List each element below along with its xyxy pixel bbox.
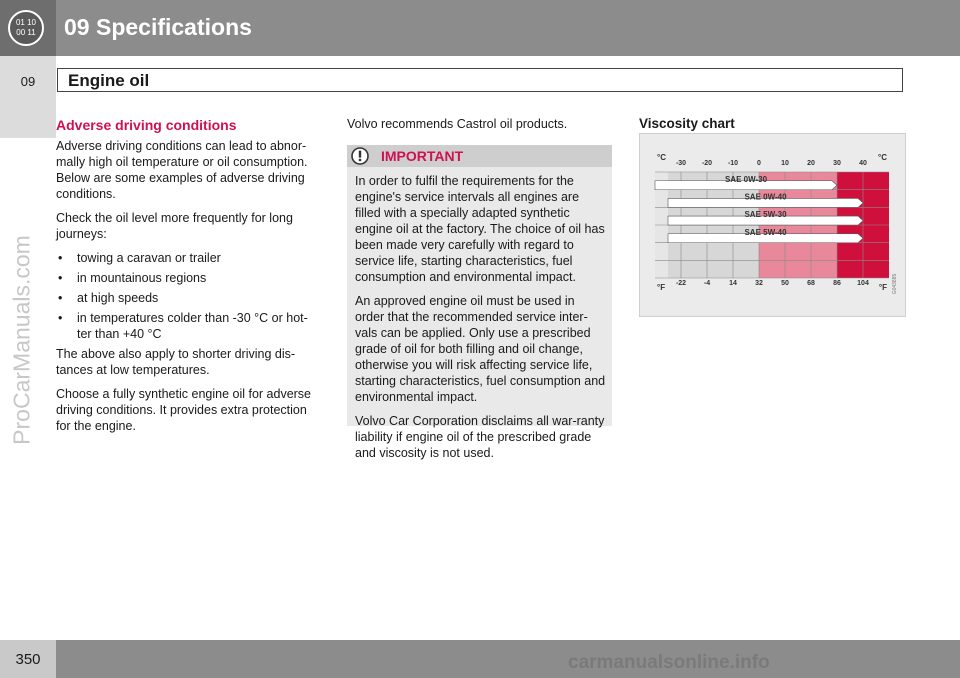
fahrenheit-tick-label: 104 — [857, 280, 869, 287]
fahrenheit-tick-label: 14 — [729, 280, 737, 287]
fahrenheit-tick-label: -22 — [675, 280, 687, 287]
figure-code: G043885 — [892, 273, 898, 295]
celsius-tick-label: 10 — [781, 160, 789, 167]
celsius-unit-label: °C — [657, 153, 666, 162]
section-title: Engine oil — [68, 71, 150, 90]
important-paragraph: An approved engine oil must be used in order that the recommended service inter-vals can be applied. Only use a prescribed grade of oil for both filling and oil change, otherwise you will risk affecting service life, starting characteristics, fuel consumption and environmental impact. — [355, 294, 606, 404]
page-number: 350 — [15, 651, 41, 668]
important-paragraph: Volvo Car Corporation disclaims all war-ranty liability if engine oil of the prescribed grade and viscosity is not used. — [355, 414, 605, 460]
binary-disc-icon — [7, 9, 45, 47]
fahrenheit-unit-label: °F — [657, 283, 666, 292]
grade-label: SAE 5W-40 — [744, 227, 787, 237]
celsius-unit-label: °C — [878, 153, 887, 162]
chapter-icon-line1: 01 10 — [15, 18, 37, 27]
fahrenheit-tick-label: 86 — [833, 280, 841, 287]
celsius-tick-label: -10 — [727, 160, 739, 167]
celsius-tick-label: -20 — [701, 160, 713, 167]
adverse-conditions-column — [56, 116, 322, 442]
important-paragraph: In order to fulfil the requirements for the engine's service intervals all engines are filled with a specially adapted synthetic engine oil at the factory. The choice of oil has been made very carefully with regard to service life, starting characteristics, fuel consumption and environmental impact. — [355, 174, 605, 284]
adverse-intro: Adverse driving conditions can lead to abnor-mally high oil temperature or oil consumption. Below are some examples of adverse driving conditions. — [56, 139, 308, 201]
grade-label: SAE 0W-30 — [724, 174, 768, 184]
celsius-tick-label: -30 — [675, 160, 687, 167]
celsius-tick-label: 40 — [859, 160, 867, 167]
list-item: • in mountainous regions — [56, 270, 322, 286]
chapter-icon-line2: 00 11 — [16, 28, 36, 37]
list-item: • towing a caravan or trailer — [56, 250, 322, 266]
celsius-tick-label: 0 — [757, 160, 761, 167]
exclamation-icon — [351, 147, 369, 165]
side-watermark: ProCarManuals.com — [8, 235, 35, 445]
important-body — [355, 173, 607, 469]
side-chapter-number: 09 — [20, 74, 36, 89]
chapter-tab — [0, 0, 56, 56]
important-label: IMPORTANT — [381, 148, 464, 164]
footer-bar — [0, 640, 960, 678]
important-header — [347, 145, 612, 167]
side-chapter-tab — [0, 56, 56, 138]
recommendation-text: Volvo recommends Castrol oil products. — [347, 117, 568, 131]
celsius-tick-label: 30 — [833, 160, 841, 167]
viscosity-chart — [640, 134, 905, 316]
chapter-title: 09 Specifications — [64, 14, 252, 40]
bottom-watermark: carmanualsonline.info — [568, 652, 770, 673]
celsius-tick-label: 20 — [807, 160, 815, 167]
check-oil-text: Check the oil level more frequently for long journeys: — [56, 211, 293, 241]
list-item: • in temperatures colder than -30 °C or hot-ter than +40 °C — [56, 310, 322, 342]
conditions-list — [56, 250, 322, 342]
fahrenheit-tick-label: 32 — [755, 280, 763, 287]
fahrenheit-tick-label: 50 — [781, 280, 789, 287]
grade-label: SAE 0W-40 — [744, 192, 787, 202]
list-item: • at high speeds — [56, 290, 322, 306]
adverse-conditions-heading: Adverse driving conditions — [56, 117, 237, 133]
fahrenheit-tick-label: 68 — [807, 280, 815, 287]
fahrenheit-unit-label: °F — [878, 283, 887, 292]
fahrenheit-tick-label: -4 — [703, 280, 711, 287]
grade-label: SAE 5W-30 — [744, 210, 787, 220]
viscosity-chart-frame — [639, 133, 906, 317]
important-box — [347, 145, 612, 460]
synthetic-oil-text: Choose a fully synthetic engine oil for adverse driving conditions. It provides extra protection for the engine. — [56, 387, 312, 433]
viscosity-chart-title: Viscosity chart — [639, 116, 735, 131]
short-trips-text: The above also apply to shorter driving dis-tances at low temperatures. — [56, 347, 296, 377]
section-title-box — [57, 68, 903, 92]
